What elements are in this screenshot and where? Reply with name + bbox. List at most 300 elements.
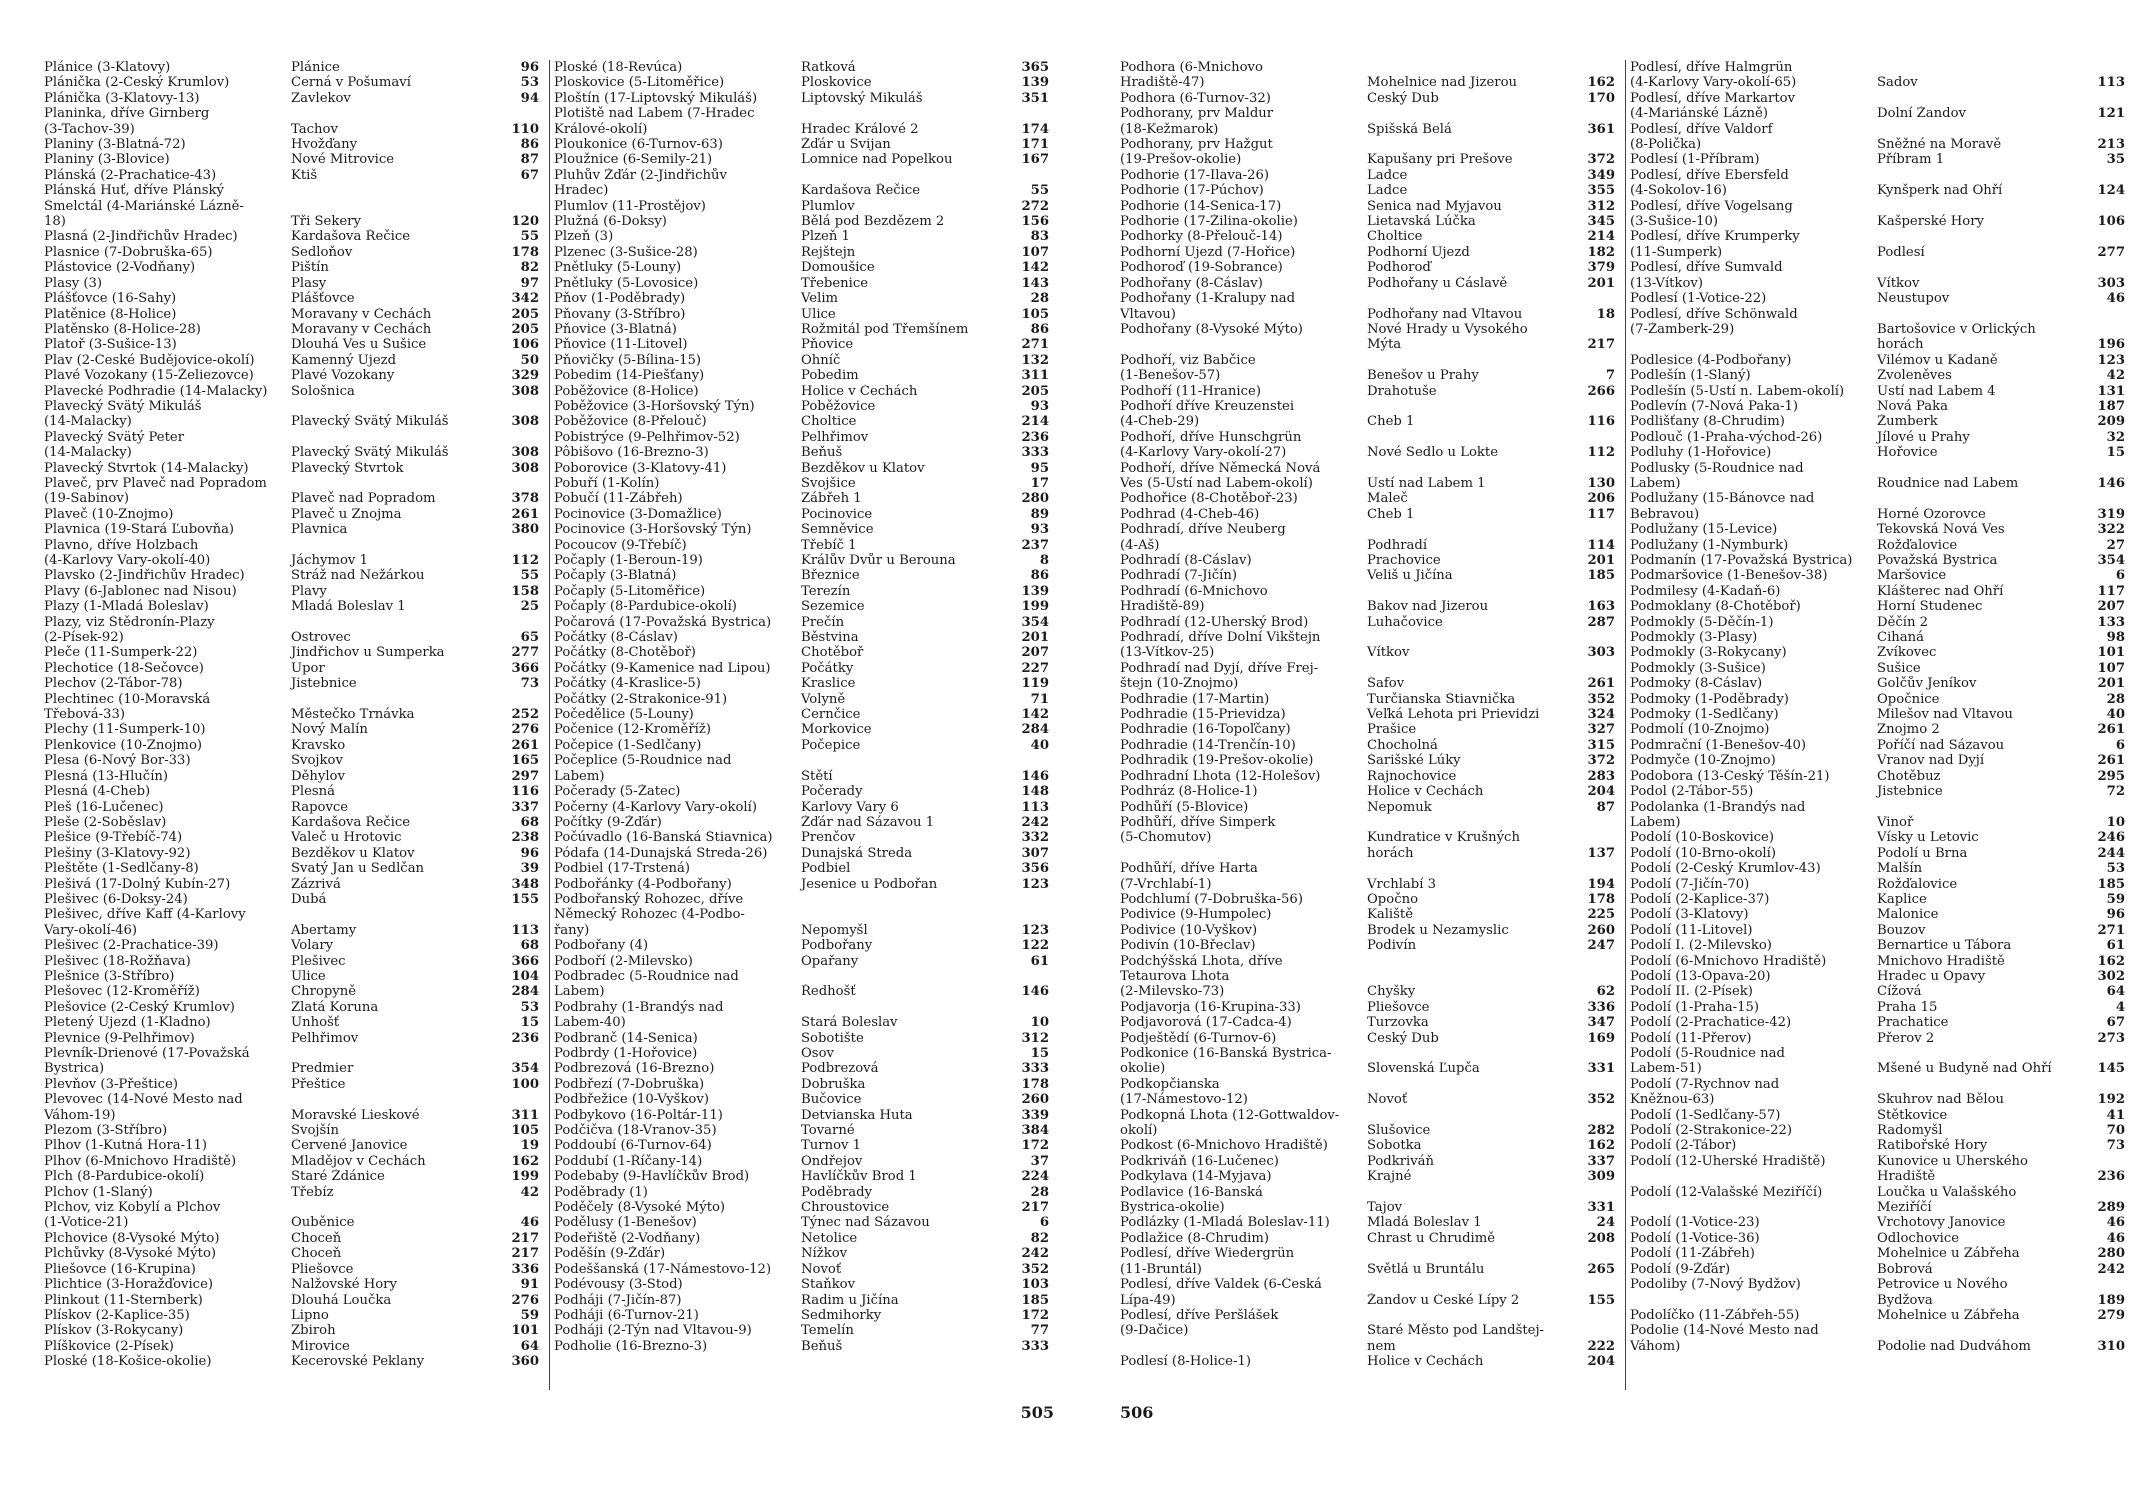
page-505 [44,60,1054,1450]
place-name: Plášťovce (16-Šahy) [44,291,177,307]
place-name: Počaply (8-Pardubice-okolí) [554,599,737,615]
page-ref [2075,1077,2125,1092]
index-entry [554,522,1054,537]
index-entry [554,183,1054,198]
post-office: Kapušany pri Prešove [1367,152,1513,168]
post-office: Veľká Lehota pri Prievidzi [1367,707,1540,723]
place-name: Podhradí (6-Mnichovo [1120,583,1268,599]
index-entry [1630,91,2130,106]
post-office: Podolí u Brna [1877,845,1968,861]
index-entry [1630,892,2130,907]
page-ref: 178 [1587,891,1615,907]
page-ref: 68 [520,814,539,830]
place-name: Podluhy (1-Hořovice) [1630,445,1772,461]
index-entry [1630,1138,2130,1153]
post-office: Podbořany [801,938,873,954]
post-office: Horné Ozorovce [1877,506,1986,522]
post-office: Ústí nad Labem 1 [1367,475,1486,491]
post-office: Pelhřimov [291,1030,359,1046]
post-office: Přeštice [291,1076,346,1092]
post-office: Ladce [1367,183,1408,199]
post-office: Sobotka [1367,1138,1422,1154]
post-office: Ladce [1367,167,1408,183]
index-entry [44,307,544,322]
index-entry [1120,1077,1620,1092]
place-name: Podhoří, dříve Německá Nová [1120,460,1321,476]
index-entry [1120,276,1620,291]
place-name [1120,337,1365,352]
place-name: Plechov (2-Tábor-78) [44,676,183,692]
place-name: Poddubí (1-Říčany-14) [554,1153,703,1169]
index-entry [1630,630,2130,645]
place-name [1630,1200,1875,1215]
post-office: Podhořany nad Vltavou [1367,306,1523,322]
page-ref: 276 [511,1292,539,1308]
page-ref [1565,630,1615,645]
index-entry [44,1308,544,1323]
index-entry [1630,861,2130,876]
page-ref: 86 [1030,568,1049,584]
index-entry [1630,877,2130,892]
index-entry [1120,260,1620,275]
index-entry [554,877,1054,892]
place-name: Plešice (9-Třebíč-74) [44,830,183,846]
page-ref: 15 [1030,1046,1049,1061]
index-entry [44,1000,544,1015]
index-entry [1630,260,2130,275]
post-office: Chotěbuz [1877,768,1941,784]
column [44,60,544,1370]
page-ref: 189 [2097,1292,2125,1308]
place-name: Váhom) [1630,1338,1681,1354]
place-name: Podhradí nad Dyjí, dříve Frej- [1120,660,1319,676]
index-entry [554,861,1054,876]
place-name: Podbiel (17-Trstená) [554,861,690,877]
post-office [1365,60,1565,75]
place-name: Podmokly (5-Děčín-1) [1630,614,1774,630]
page-ref: 361 [1587,121,1615,137]
post-office: Tajov [1367,1200,1403,1216]
place-name: (1-Benešov-57) [1120,368,1221,384]
index-entry [1630,414,2130,429]
place-name: Poborovice (3-Klatovy-41) [554,460,727,476]
index-entry [554,1262,1054,1277]
index-entry [554,1015,1054,1030]
place-name: Plav (2-České Budějovice-okolí) [44,352,255,368]
page-ref: 133 [2097,614,2125,630]
page-ref: 156 [1021,214,1049,230]
place-name: Německý Rohozec (4-Podbo- [554,907,745,923]
page-ref [2075,322,2125,337]
place-name: Plchov (1-Slaný) [44,1184,153,1200]
place-name: Ploskovice (5-Litoměřice) [554,75,725,91]
place-name: Podhorie (14-Senica-17) [1120,198,1282,214]
place-name: Plevnice (9-Pelhřimov) [44,1030,195,1046]
index-entry [44,753,544,768]
post-office [799,1000,999,1015]
index-entry [44,399,544,414]
post-office: Zvoleněves [1877,368,1952,384]
place-name: Plavecký Štvrtok (14-Malacky) [44,460,249,476]
place-name: Podbradec (5-Roudnice nad [554,968,739,984]
post-office: Počátky [801,660,854,676]
index-entry [554,307,1054,322]
index-entry [1120,1046,1620,1061]
place-name: (8-Polička) [1630,137,1702,153]
page-ref: 378 [511,491,539,507]
post-office: Plavnica [291,522,348,538]
index-entry [554,907,1054,922]
index-entry [554,1231,1054,1246]
post-office: Rapovce [291,799,349,815]
place-name: Hradiště-47) [1120,75,1205,91]
page-ref: 93 [1030,398,1049,414]
post-office: Červené Janovice [291,1138,408,1154]
place-name: Podolí II. (2-Písek) [1630,984,1753,1000]
place-name: Počeplice (5-Roudnice nad [554,753,732,769]
place-name: Podlesí, dříve Valdek (6-Česká [1120,1277,1322,1293]
index-entry [554,984,1054,999]
post-office: Ploskovice [801,75,872,91]
index-entry [1630,769,2130,784]
page-ref: 354 [1021,614,1049,630]
index-entry [1630,830,2130,845]
index-entry [44,1277,544,1292]
place-name: Podhradí (7-Jičín) [1120,568,1237,584]
page-ref: 207 [2097,599,2125,615]
place-name: Podháji (6-Turnov-21) [554,1307,699,1323]
index-entry [1120,892,1620,907]
page-ref: 283 [1587,768,1615,784]
page-ref: 261 [2097,753,2125,769]
page-ref [489,692,539,707]
page-ref: 146 [2097,475,2125,491]
page-ref: 205 [1021,383,1049,399]
place-name: Plinkout (11-Šternberk) [44,1292,203,1308]
page-ref: 260 [1587,922,1615,938]
place-name: Hradec) [554,183,609,199]
index-entry [1120,722,1620,737]
page-ref [2075,1046,2125,1061]
index-entry [554,769,1054,784]
index-entry [44,168,544,183]
post-office: Terezín [801,583,851,599]
index-entry [44,122,544,137]
page-ref: 68 [520,938,539,954]
post-office: Pňovice [801,337,854,353]
place-name: Podmilesy (4-Kadaň-6) [1630,583,1781,599]
place-name: Podhráz (8-Holice-1) [1120,784,1258,800]
place-name: Podhradí, dříve Neuberg [1120,522,1286,538]
index-entry [44,522,544,537]
place-name: Pobučí (11-Zábřeh) [554,491,683,507]
index-entry [554,1339,1054,1354]
post-office: Dlouhá Loučka [291,1292,392,1308]
post-office: Radomyšl [1877,1123,1943,1139]
post-office: Mladá Boleslav 1 [1367,1215,1482,1231]
page-ref [1565,861,1615,876]
place-name: Podol (2-Tábor-55) [1630,784,1754,800]
post-office: Vítkov [1877,275,1920,291]
index-entry [1630,384,2130,399]
place-name: Podkonice (16-Banská Bystrica- [1120,1046,1332,1061]
post-office: Děhylov [291,768,345,784]
index-entry [44,1200,544,1215]
post-office: Veliš u Jičína [1367,568,1453,584]
index-entry [1630,984,2130,999]
post-office: Tři Sekery [291,214,361,230]
place-name: (2-Milevsko-73) [1120,984,1225,1000]
index-entry [1630,1092,2130,1107]
place-name: (4-Karlovy Vary-okolí-40) [44,553,211,568]
page-ref: 209 [2097,414,2125,430]
page-ref: 131 [2097,383,2125,399]
post-office: Cheb 1 [1367,414,1415,430]
place-name: Plchůvky (8-Vysoké Mýto) [44,1246,217,1262]
page-ref: 19 [520,1138,539,1154]
place-name: Podmokly (3-Rokycany) [1630,645,1787,661]
page-ref: 82 [520,260,539,276]
post-office: Petrovice u Nového [1877,1277,2008,1293]
index-entry [554,1215,1054,1230]
page-ref: 71 [1030,691,1049,707]
page-ref: 266 [1587,383,1615,399]
index-entry [1120,399,1620,414]
place-name: Poděbrady (1) [554,1184,648,1200]
page-ref [999,969,1049,984]
page-ref: 73 [2106,1138,2125,1154]
index-entry [554,1293,1054,1308]
post-office: Prachovice [1367,553,1441,568]
place-name: Podbrahy (1-Brandýs nad [554,999,724,1015]
post-office: Nový Malín [291,722,368,738]
post-office: Staňkov [801,1277,856,1293]
post-office: Plaveč nad Popradom [291,491,436,507]
page-ref [1565,1077,1615,1092]
place-name: Podmanín (17-Považská Bystrica) [1630,553,1853,568]
page-ref: 105 [1021,306,1049,322]
post-office: Choceň [291,1230,342,1246]
place-name: (11-Bruntál) [1120,1261,1202,1277]
page-ref: 351 [1021,90,1049,106]
post-office: Chocholná [1367,737,1438,753]
post-office: Ratibořské Hory [1877,1138,1988,1154]
page-ref: 206 [1587,491,1615,507]
page-ref: 139 [1021,583,1049,599]
page-ref [1565,830,1615,845]
page-ref: 67 [2106,1015,2125,1031]
post-office [1365,522,1565,537]
place-name: Labem-40) [554,1015,626,1031]
place-name: Podhoří dříve Kreuzenstei [1120,398,1295,414]
index-entry [44,599,544,614]
page-ref: 185 [2097,876,2125,892]
post-office: Turnov 1 [801,1138,862,1154]
page-ref [1565,461,1615,476]
index-entry [1120,954,1620,969]
place-name: Podhora (6-Mnichovo [1120,60,1263,75]
post-office: Stará Boleslav [801,1015,898,1031]
index-entry [1120,1215,1620,1230]
place-name: Podmokly (3-Plasy) [1630,630,1758,646]
post-office: Choceň [291,1246,342,1262]
post-office [1365,291,1565,306]
page-ref: 302 [2097,968,2125,984]
post-office: Horní Studenec [1877,599,1983,615]
post-office: Podhořany u Čáslavě [1367,275,1508,291]
post-office: Pliešovce [1367,999,1430,1015]
index-entry [1630,753,2130,768]
page-ref [489,538,539,553]
post-office [1875,491,2075,506]
post-office: Neustupov [1877,291,1950,307]
page-ref: 244 [2097,845,2125,861]
post-office: Vilémov u Kadaně [1877,352,1998,368]
page-ref: 360 [511,1354,539,1370]
page-ref: 6 [1039,1215,1049,1231]
post-office: Jindřichov u Šumperka [291,645,445,661]
page-ref: 352 [1587,691,1615,707]
page-ref: 265 [1587,1261,1615,1277]
post-office: Rajnochovice [1367,768,1457,784]
post-office [1365,584,1565,599]
page-ref: 295 [2097,768,2125,784]
place-name: Plavy (6-Jablonec nad Nisou) [44,583,237,599]
page-ref: 117 [2097,583,2125,599]
column-divider [1625,60,1626,1390]
place-name: Podlesice (4-Podbořany) [1630,352,1792,368]
place-name: Podolí (1-Votice-23) [1630,1215,1760,1231]
place-name: Podhoří, dříve Hunschgrün [1120,429,1302,445]
page-ref: 146 [1021,984,1049,1000]
index-entry [1120,707,1620,722]
index-entry [44,445,544,460]
index-entry [1120,1277,1620,1292]
page-ref [999,168,1049,183]
index-entry [1120,1092,1620,1107]
post-office: Nepomyšl [801,922,868,938]
place-name: Podmyče (10-Znojmo) [1630,753,1776,769]
post-office: Senica nad Myjavou [1367,198,1502,214]
post-office: Luhačovice [1367,614,1443,630]
place-name: Podhořany (8-Čáslav) [1120,275,1263,291]
page-ref [999,753,1049,768]
place-name: Labem) [554,768,605,784]
index-entry [554,692,1054,707]
place-name: Podjavorja (16-Krupina-33) [1120,999,1301,1015]
index-entry [1630,60,2130,75]
place-name: Podhradie (16-Topoľčany) [1120,722,1291,738]
post-office: Vrchotovy Janovice [1877,1215,2006,1231]
index-entry [44,1215,544,1230]
post-office: Bydžova [1877,1292,1933,1308]
index-entry [44,476,544,491]
place-name: Plánská (2-Prachatice-43) [44,167,217,183]
index-entry [44,784,544,799]
page-ref: 271 [2097,922,2125,938]
index-entry [1120,969,1620,984]
place-name: Počerady (5-Žatec) [554,784,681,800]
page-ref: 163 [1587,599,1615,615]
index-entry [554,384,1054,399]
page-ref: 116 [511,784,539,800]
post-office: Chyšky [1367,984,1416,1000]
place-name: Ploukonice (6-Turnov-63) [554,137,723,153]
index-entry [1630,738,2130,753]
page-ref: 110 [511,121,539,137]
post-office: Velim [801,291,839,307]
post-office: Sadov [1877,75,1918,91]
page-ref: 53 [520,999,539,1015]
index-entry [1630,1215,2130,1230]
post-office: Sušice [1877,660,1921,676]
post-office: Třebíz [291,1184,334,1200]
post-office: Jáchymov 1 [291,553,368,568]
post-office: Ouběnice [291,1215,355,1231]
place-name: Počarová (17-Považská Bystrica) [554,614,772,630]
place-name: Poděčely (8-Vysoké Mýto) [554,1200,726,1216]
page-ref: 107 [2097,660,2125,676]
place-name: (9-Dačice) [1120,1323,1189,1339]
page-ref: 261 [1587,676,1615,692]
index-entry [44,568,544,583]
post-office: Kraslice [801,676,856,692]
index-entry [44,692,544,707]
page-ref: 124 [2097,183,2125,199]
post-office: Podhradí [1367,537,1428,553]
place-name: Plánička (2-Český Krumlov) [44,75,230,91]
index-entry [1120,1231,1620,1246]
place-name: Podlužany (15-Bánovce nad [1630,491,1815,507]
page-ref: 205 [511,306,539,322]
place-name: Podháji (2-Týn nad Vltavou-9) [554,1323,752,1339]
page-ref [1565,137,1615,152]
post-office [289,476,489,491]
page-ref: 121 [2097,106,2125,122]
post-office: Bezděkov u Klatov [801,460,925,476]
post-office: Kynšperk nad Ohří [1877,183,2003,199]
index-entry [1120,1262,1620,1277]
page-ref: 307 [1021,845,1049,861]
page-ref: 172 [1021,1138,1049,1154]
page-ref: 46 [2106,291,2125,307]
place-name: Podmaršovice (1-Benešov-38) [1630,568,1828,584]
page-ref: 100 [511,1076,539,1092]
place-name: Plesná (4-Cheb) [44,784,151,800]
place-name: (4-Aš) [1120,537,1160,553]
index-entry [554,1200,1054,1215]
place-name: Podhradie (14-Trenčín-10) [1120,737,1296,753]
place-name: (19-Prešov-okolie) [1120,152,1242,168]
page-ref: 308 [511,445,539,461]
index-entry [44,722,544,737]
post-office [1365,399,1565,414]
page-ref: 380 [511,522,539,538]
index-entry [554,815,1054,830]
post-office: Staré Město pod Landštej- [1367,1323,1544,1339]
post-office: Netolice [801,1230,858,1246]
index-entry [44,245,544,260]
post-office: Sološnica [291,383,355,399]
place-name: Podhorie (17-Púchov) [1120,183,1264,199]
post-office: Králův Dvůr u Berouna [801,553,956,568]
index-entry [1120,1308,1620,1323]
index-entry [1120,1031,1620,1046]
place-name: Plešivec, dříve Kaff (4-Karlovy [44,907,246,923]
post-office: Prečín [801,614,845,630]
index-entry [44,676,544,691]
page-ref [2075,491,2125,506]
